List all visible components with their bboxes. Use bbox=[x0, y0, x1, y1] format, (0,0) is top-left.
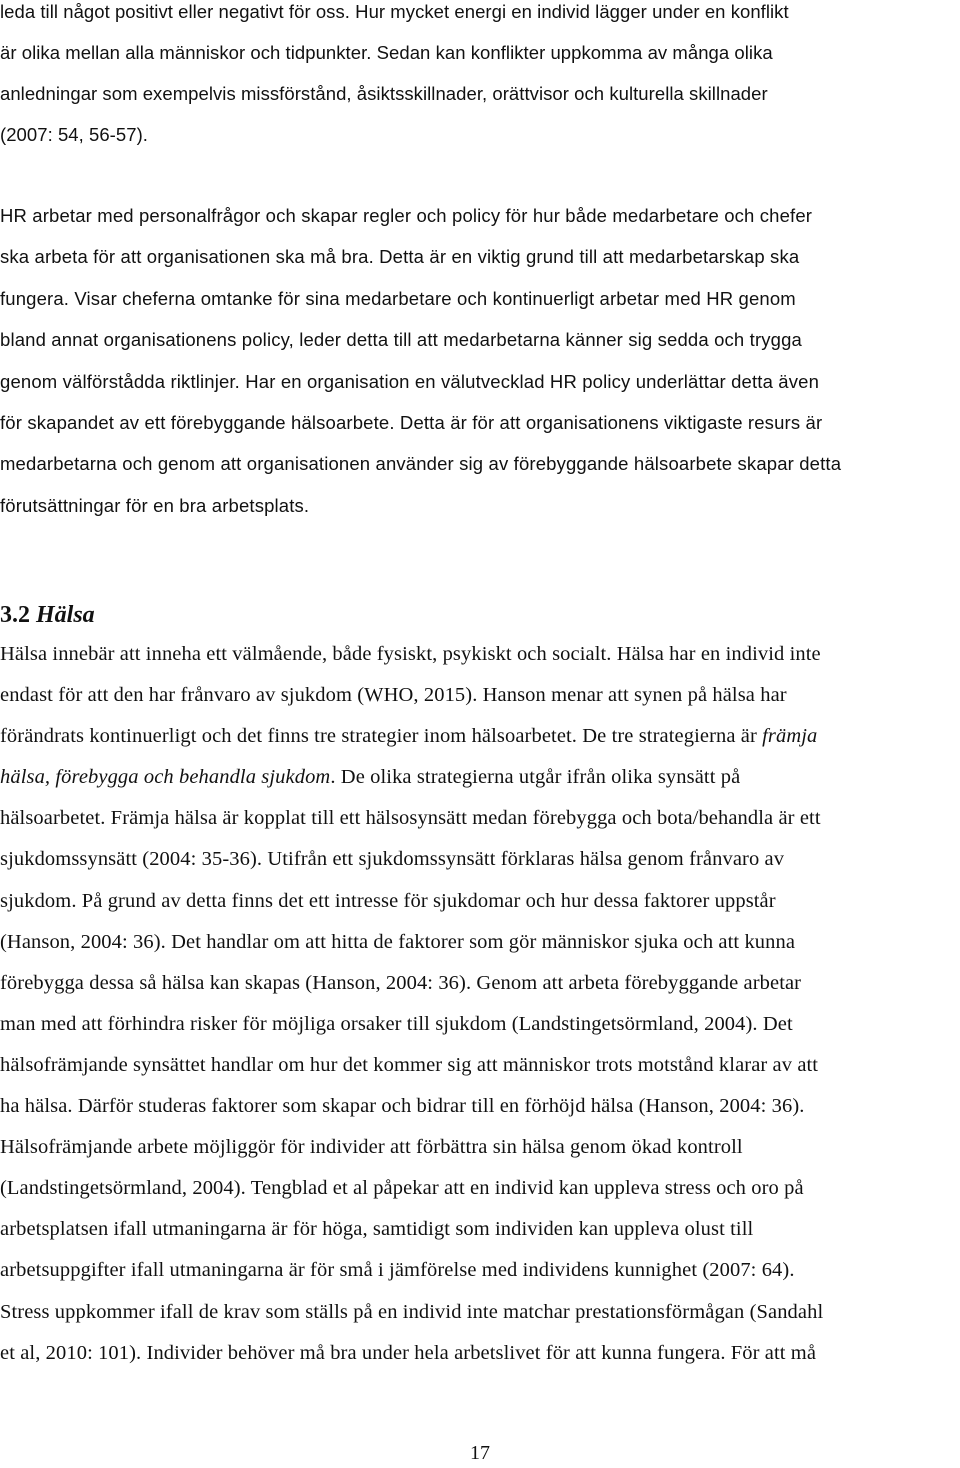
text-line-with-italic bbox=[0, 722, 960, 763]
paragraph-hr bbox=[0, 202, 960, 533]
text-line: et al, 2010: 101). Individer behöver må bra under hela arbetslivet för att kunna fungera. För att må bbox=[0, 1341, 817, 1364]
text-line: (2007: 54, 56-57). bbox=[0, 124, 148, 145]
text-line: förebygga dessa så hälsa kan skapas (Hanson, 2004: 36). Genom att arbeta förebyggande arbetar bbox=[0, 971, 802, 994]
text-line: ska arbeta för att organisationen ska må bra. Detta är en viktig grund till att medarbetarskap ska bbox=[0, 246, 800, 268]
page-number: 17 bbox=[470, 1442, 490, 1464]
text-line: endast för att den har frånvaro av sjukdom (WHO, 2015). Hanson menar att synen på hälsa har bbox=[0, 684, 787, 707]
text-line: Hälsofrämjande arbete möjliggör för individer att förbättra sin hälsa genom ökad kontroll bbox=[0, 1136, 743, 1159]
section-title: Hälsa bbox=[36, 602, 95, 628]
section-number: 3.2 bbox=[0, 602, 30, 628]
text-line: medarbetarna och genom att organisationen använder sig av förebyggande hälsoarbete skapar detta bbox=[0, 453, 842, 475]
text-line: sjukdomssynsätt (2004: 35-36). Utifrån ett sjukdomssynsätt förklaras hälsa genom frånvaro av bbox=[0, 848, 785, 871]
paragraph-conflicts bbox=[0, 0, 960, 162]
text-line: Hälsa innebär att inneha ett välmående, både fysiskt, psykiskt och socialt. Hälsa har en individ inte bbox=[0, 643, 821, 665]
text-line: leda till något positivt eller negativt för oss. Hur mycket energi en individ lägger under en konflikt bbox=[0, 1, 789, 22]
text-line-with-italic bbox=[0, 763, 960, 804]
text-line: (Landstingetsörmland, 2004). Tengblad et al påpekar att en individ kan uppleva stress och oro på bbox=[0, 1177, 804, 1200]
paragraph-health bbox=[0, 640, 960, 1380]
text-line: är olika mellan alla människor och tidpunkter. Sedan kan konflikter uppkomma av många olika bbox=[0, 42, 773, 63]
text-line: bland annat organisationens policy, leder detta till att medarbetarna känner sig sedda och trygga bbox=[0, 329, 802, 351]
text-line: (Hanson, 2004: 36). Det handlar om att hitta de faktorer som gör människor sjuka och att kunna bbox=[0, 930, 796, 953]
text-line: arbetsplatsen ifall utmaningarna är för höga, samtidigt som individen kan uppleva olust till bbox=[0, 1218, 754, 1241]
text-line: genom välförstådda riktlinjer. Har en organisation en välutvecklad HR policy underlättar detta även bbox=[0, 370, 820, 392]
text-line: arbetsuppgifter ifall utmaningarna är för små i jämförelse med individens kunnighet (2007: 64). bbox=[0, 1259, 795, 1282]
italic-term: främja bbox=[762, 725, 818, 748]
text-line: fungera. Visar cheferna omtanke för sina medarbetare och kontinuerligt arbetar med HR genom bbox=[0, 287, 796, 309]
text-line: hälsofrämjande synsättet handlar om hur det kommer sig att människor trots motstånd klarar av att bbox=[0, 1053, 819, 1076]
text-line: för skapandet av ett förebyggande hälsoarbete. Detta är för att organisationens viktigaste resurs är bbox=[0, 411, 823, 433]
text-line: HR arbetar med personalfrågor och skapar regler och policy för hur både medarbetare och chefer bbox=[0, 205, 813, 226]
text-line: Stress uppkommer ifall de krav som ställs på en individ inte matchar prestationsförmågan (Sandahl bbox=[0, 1300, 824, 1323]
text-line: ha hälsa. Därför studeras faktorer som skapar och bidrar till en förhöjd hälsa (Hanson, 2004: 36). bbox=[0, 1095, 805, 1118]
text-segment: . De olika strategierna utgår ifrån olika synsätt på bbox=[330, 766, 741, 789]
text-line: anledningar som exempelvis missförstånd, åsiktsskillnader, orättvisor och kulturella skillnader bbox=[0, 83, 768, 104]
text-line: man med att förhindra risker för möjliga orsaker till sjukdom (Landstingetsörmland, 2004). Det bbox=[0, 1012, 793, 1035]
text-line: hälsoarbetet. Främja hälsa är kopplat till ett hälsosynsätt medan förebygga och bota/behandla är ett bbox=[0, 807, 821, 830]
text-line: sjukdom. På grund av detta finns det ett intresse för sjukdomar och hur dessa faktorer uppstår bbox=[0, 889, 776, 912]
text-line: förutsättningar för en bra arbetsplats. bbox=[0, 494, 310, 516]
italic-term: hälsa, förebygga och behandla sjukdom bbox=[0, 766, 331, 789]
text-segment: förändrats kontinuerligt och det finns tre strategier inom hälsoarbetet. De tre strategierna är bbox=[0, 725, 763, 748]
section-heading bbox=[0, 598, 95, 632]
